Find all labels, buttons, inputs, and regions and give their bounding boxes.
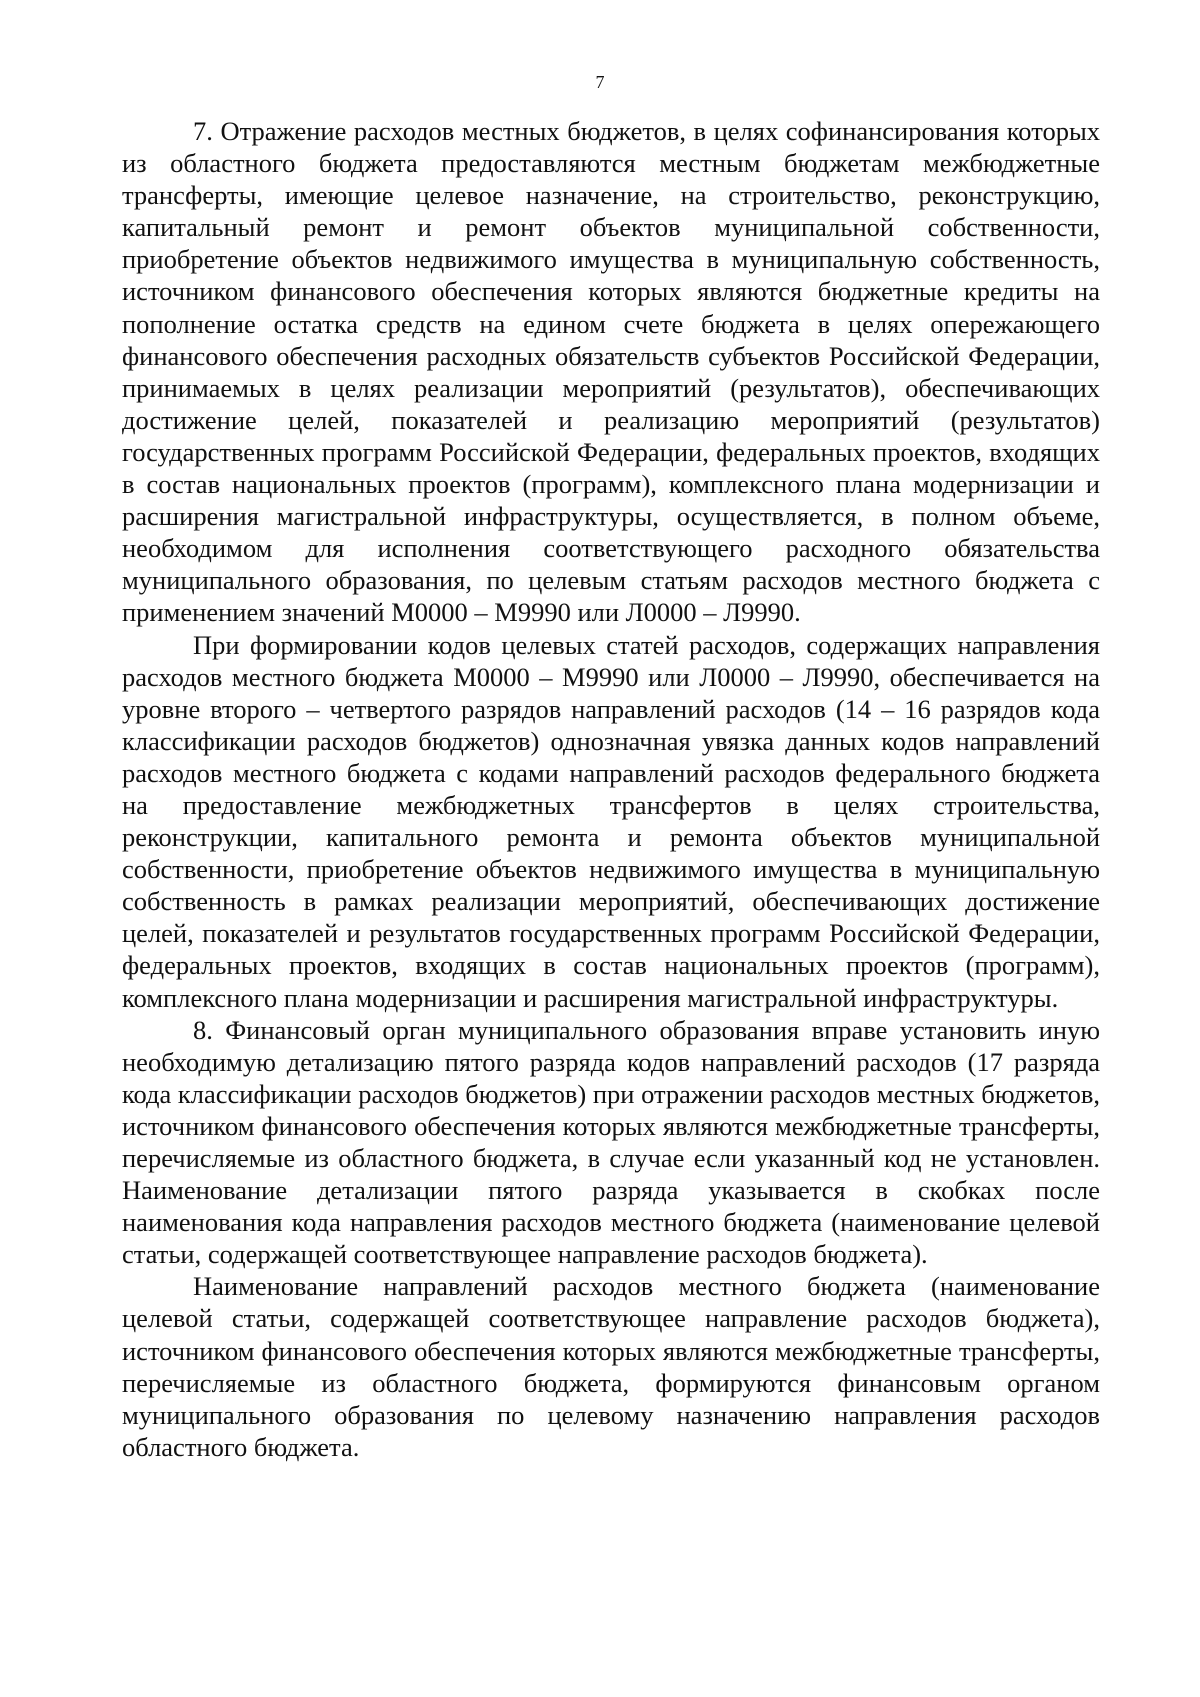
paragraph-target-codes: При формировании кодов целевых статей расходов, содержащих направления расходов местного бюджета М0000 – М9990 или Л0000 – Л9990, обеспечивается на уровне второго – четвертого разрядов направлений расходов (14 – 16 разрядов кода классификации расходов бюджетов) однозначная увязка данных кодов направлений расходов местного бюджета с кодами направлений расходов федерального бюджета на предоставление межбюджетных трансфертов в целях строительства, реконструкции, капитального ремонта и ремонта объектов муниципальной собственности, приобретение объектов недвижимого имущества в муниципальную собственность в рамках реализации мероприятий, обеспечивающих достижение целей, показателей и результатов государственных программ Российской Федерации, федеральных проектов, входящих в состав национальных проектов (программ), комплексного плана модернизации и расширения магистральной инфраструктуры. — [122, 629, 1100, 1013]
paragraph-naming: Наименование направлений расходов местного бюджета (наименование целевой статьи, содержащей соответствующее направление расходов бюджета), источником финансового обеспечения которых являются межбюджетные трансферты, перечисляемые из областного бюджета, формируются финансовым органом муниципального образования по целевому назначению направления расходов областного бюджета. — [122, 1271, 1100, 1462]
paragraph-item-8: 8. Финансовый орган муниципального образования вправе установить иную необходимую детализацию пятого разряда кодов направлений расходов (17 разряда кода классификации расходов бюджетов) при отражении расходов местных бюджетов, источником финансового обеспечения которых являются межбюджетные трансферты, перечисляемые из областного бюджета, в случае если указанный код не установлен. Наименование детализации пятого разряда указывается в скобках после наименования кода направления расходов местного бюджета (наименование целевой статьи, содержащей соответствующее направление расходов бюджета). — [122, 1014, 1100, 1270]
page-number: 7 — [595, 72, 605, 92]
document-body — [122, 115, 1100, 1463]
paragraph-item-7: 7. Отражение расходов местных бюджетов, в целях софинансирования которых из областного бюджета предоставляются местным бюджетам межбюджетные трансферты, имеющие целевое назначение, на строительство, реконструкцию, капитальный ремонт и ремонт объектов муниципальной собственности, приобретение объектов недвижимого имущества в муниципальную собственность, источником финансового обеспечения которых являются бюджетные кредиты на пополнение остатка средств на едином счете бюджета в целях опережающего финансового обеспечения расходных обязательств субъектов Российской Федерации, принимаемых в целях реализации мероприятий (результатов), обеспечивающих достижение целей, показателей и реализацию мероприятий (результатов) государственных программ Российской Федерации, федеральных проектов, входящих в состав национальных проектов (программ), комплексного плана модернизации и расширения магистральной инфраструктуры, осуществляется, в полном объеме, необходимом для исполнения соответствующего расходного обязательства муниципального образования, по целевым статьям расходов местного бюджета с применением значений М0000 – М9990 или Л0000 – Л9990. — [122, 116, 1100, 628]
